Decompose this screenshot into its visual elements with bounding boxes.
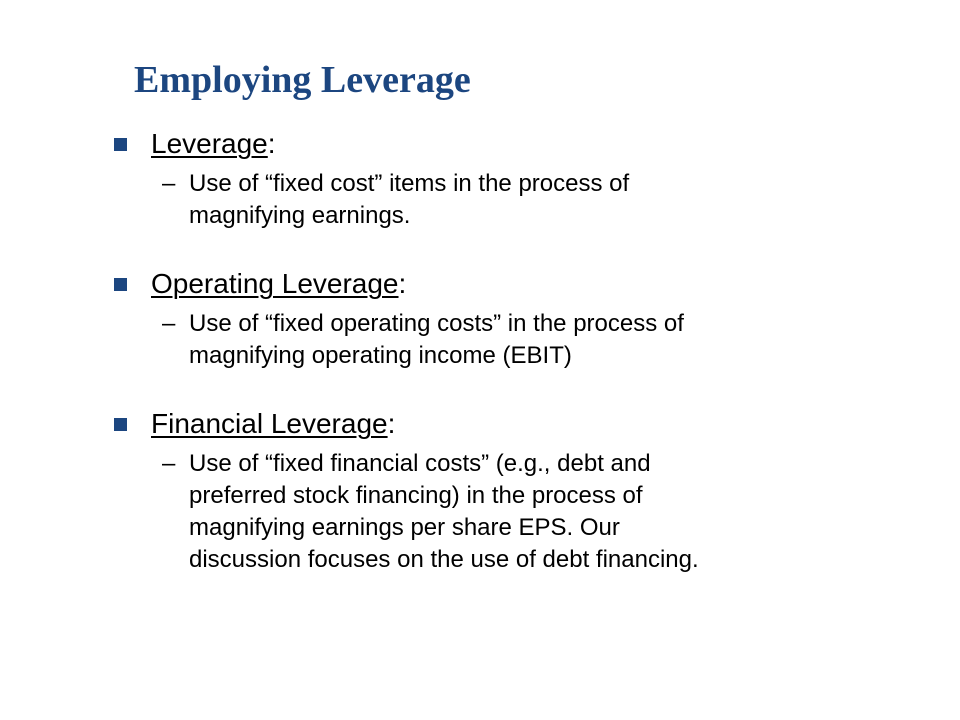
bullet-term: Leverage	[151, 128, 268, 159]
term-colon: :	[387, 408, 396, 439]
square-bullet-icon	[114, 278, 127, 291]
sub-bullet-text	[189, 168, 889, 232]
bullet-term-line	[151, 124, 276, 164]
description-line: Use of “fixed operating costs” in the process of	[189, 310, 684, 337]
sub-bullet	[114, 308, 934, 372]
description-line: magnifying earnings.	[189, 202, 411, 229]
sub-bullet	[114, 168, 934, 232]
description-line: discussion focuses on the use of debt financing.	[189, 546, 699, 573]
dash-bullet-icon: –	[162, 310, 176, 337]
bullet-operating-leverage	[114, 264, 934, 372]
term-colon: :	[398, 268, 407, 299]
square-bullet-icon	[114, 418, 127, 431]
description-line: Use of “fixed cost” items in the process of	[189, 170, 630, 197]
description-line: preferred stock financing) in the process of	[189, 482, 643, 509]
bullet-term-line	[151, 404, 395, 444]
bullet-heading	[114, 124, 934, 164]
bullet-term: Operating Leverage	[151, 268, 399, 299]
description-line: magnifying operating income (EBIT)	[189, 342, 572, 369]
dash-bullet-icon: –	[162, 450, 176, 477]
bullet-term: Financial Leverage	[151, 408, 388, 439]
description-line: magnifying earnings per share EPS. Our	[189, 514, 620, 541]
sub-bullet-text	[189, 308, 889, 372]
bullet-heading	[114, 264, 934, 304]
sub-bullet	[114, 448, 934, 576]
bullet-term-line	[151, 264, 406, 304]
bullet-leverage	[114, 124, 934, 232]
bullet-financial-leverage	[114, 404, 934, 576]
sub-bullet-text	[189, 448, 889, 576]
term-colon: :	[267, 128, 276, 159]
bullet-heading	[114, 404, 934, 444]
dash-bullet-icon: –	[162, 170, 176, 197]
description-line: Use of “fixed financial costs” (e.g., debt and	[189, 450, 651, 477]
slide-title: Employing Leverage	[134, 59, 471, 101]
square-bullet-icon	[114, 138, 127, 151]
